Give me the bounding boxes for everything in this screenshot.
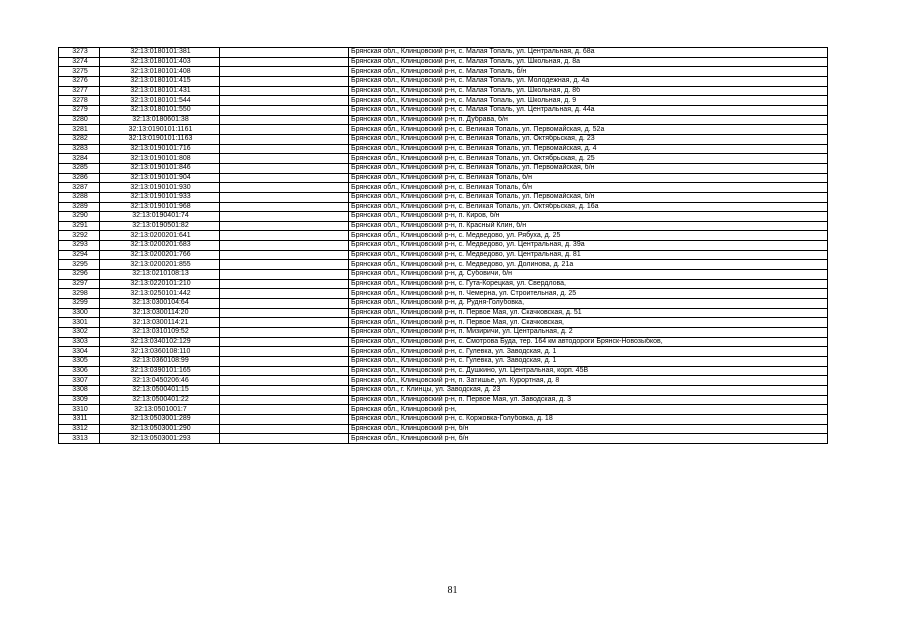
row-number-cell: 3278 (59, 96, 100, 106)
row-number-cell: 3285 (59, 163, 100, 173)
row-number-cell: 3284 (59, 154, 100, 164)
empty-cell (220, 337, 349, 347)
address-cell: Брянская обл., Клинцовский р-н, б/н (349, 424, 828, 434)
empty-cell (220, 395, 349, 405)
cadastral-number-cell: 32:13:0503001:293 (100, 434, 220, 444)
table-row (59, 366, 828, 376)
empty-cell (220, 86, 349, 96)
empty-cell (220, 318, 349, 328)
row-number-cell: 3293 (59, 241, 100, 251)
table-row (59, 385, 828, 395)
address-cell: Брянская обл., Клинцовский р-н, п. Дубрава, б/н (349, 115, 828, 125)
empty-cell (220, 163, 349, 173)
row-number-cell: 3299 (59, 299, 100, 309)
row-number-cell: 3312 (59, 424, 100, 434)
table-row (59, 144, 828, 154)
table-row (59, 96, 828, 106)
empty-cell (220, 125, 349, 135)
cadastral-number-cell: 32:13:0220101:210 (100, 279, 220, 289)
empty-cell (220, 260, 349, 270)
empty-cell (220, 347, 349, 357)
address-cell: Брянская обл., Клинцовский р-н, с. Великая Топаль, ул. Первомайская, д. 4 (349, 144, 828, 154)
address-cell: Брянская обл., Клинцовский р-н, с. Медведово, ул. Рябуха, д. 25 (349, 231, 828, 241)
address-cell: Брянская обл., Клинцовский р-н, с. Малая Топаль, ул. Молодежная, д. 4а (349, 76, 828, 86)
address-cell: Брянская обл., Клинцовский р-н, с. Смотрова Буда, тер. 164 км автодороги Брянск-Новозыбков, (349, 337, 828, 347)
address-cell: Брянская обл., Клинцовский р-н, с. Великая Топаль, ул. Первомайская, д. 52а (349, 125, 828, 135)
table-row (59, 328, 828, 338)
table-row (59, 76, 828, 86)
row-number-cell: 3288 (59, 192, 100, 202)
empty-cell (220, 144, 349, 154)
cadastral-number-cell: 32:13:0501001:7 (100, 405, 220, 415)
empty-cell (220, 385, 349, 395)
address-cell: Брянская обл., г. Клинцы, ул. Заводская, д. 23 (349, 385, 828, 395)
cadastral-number-cell: 32:13:0200201:641 (100, 231, 220, 241)
address-cell: Брянская обл., Клинцовский р-н, б/н (349, 434, 828, 444)
row-number-cell: 3277 (59, 86, 100, 96)
empty-cell (220, 279, 349, 289)
row-number-cell: 3305 (59, 357, 100, 367)
empty-cell (220, 424, 349, 434)
empty-cell (220, 202, 349, 212)
row-number-cell: 3283 (59, 144, 100, 154)
row-number-cell: 3276 (59, 76, 100, 86)
row-number-cell: 3287 (59, 183, 100, 193)
cadastral-number-cell: 32:13:0190101:930 (100, 183, 220, 193)
address-cell: Брянская обл., Клинцовский р-н, с. Малая Топаль, б/н (349, 67, 828, 77)
page-number: 81 (447, 585, 458, 596)
cadastral-number-cell: 32:13:0190101:1161 (100, 125, 220, 135)
cadastral-number-cell: 32:13:0200201:766 (100, 250, 220, 260)
empty-cell (220, 299, 349, 309)
cadastral-number-cell: 32:13:0200201:855 (100, 260, 220, 270)
table-row (59, 357, 828, 367)
row-number-cell: 3273 (59, 48, 100, 58)
cadastral-number-cell: 32:13:0180101:408 (100, 67, 220, 77)
table-row (59, 192, 828, 202)
address-cell: Брянская обл., Клинцовский р-н, с. Великая Топаль, ул. Первомайская, б/н (349, 163, 828, 173)
table-row (59, 125, 828, 135)
table-row (59, 414, 828, 424)
row-number-cell: 3286 (59, 173, 100, 183)
table-row (59, 434, 828, 444)
table-row (59, 376, 828, 386)
row-number-cell: 3280 (59, 115, 100, 125)
table-row (59, 67, 828, 77)
row-number-cell: 3281 (59, 125, 100, 135)
cadastral-number-cell: 32:13:0190101:933 (100, 192, 220, 202)
cadastral-number-cell: 32:13:0500401:22 (100, 395, 220, 405)
cadastral-number-cell: 32:13:0190401:74 (100, 212, 220, 222)
empty-cell (220, 76, 349, 86)
address-cell: Брянская обл., Клинцовский р-н, с. Малая Топаль, ул. Школьная, д. 8а (349, 57, 828, 67)
table-row (59, 57, 828, 67)
cadastral-number-cell: 32:13:0190101:808 (100, 154, 220, 164)
empty-cell (220, 366, 349, 376)
address-cell: Брянская обл., Клинцовский р-н, с. Гулевка, ул. Заводская, д. 1 (349, 357, 828, 367)
row-number-cell: 3301 (59, 318, 100, 328)
table-row (59, 405, 828, 415)
table-row (59, 279, 828, 289)
empty-cell (220, 57, 349, 67)
address-cell: Брянская обл., Клинцовский р-н, с. Великая Топаль, ул. Октябрьская, д. 23 (349, 134, 828, 144)
address-cell: Брянская обл., Клинцовский р-н, с. Великая Топаль, б/н (349, 173, 828, 183)
row-number-cell: 3294 (59, 250, 100, 260)
table-row (59, 105, 828, 115)
cadastral-number-cell: 32:13:0360108:99 (100, 357, 220, 367)
address-cell: Брянская обл., Клинцовский р-н, д. Субовичи, б/н (349, 270, 828, 280)
cadastral-number-cell: 32:13:0300114:20 (100, 308, 220, 318)
address-cell: Брянская обл., Клинцовский р-н, с. Малая Топаль, ул. Центральная, д. 44а (349, 105, 828, 115)
address-cell: Брянская обл., Клинцовский р-н, д. Рудня-Голубовка, (349, 299, 828, 309)
empty-cell (220, 289, 349, 299)
empty-cell (220, 357, 349, 367)
empty-cell (220, 231, 349, 241)
empty-cell (220, 134, 349, 144)
empty-cell (220, 105, 349, 115)
empty-cell (220, 376, 349, 386)
table-row (59, 231, 828, 241)
table-row (59, 424, 828, 434)
table-row (59, 163, 828, 173)
table-row (59, 250, 828, 260)
row-number-cell: 3292 (59, 231, 100, 241)
table-row (59, 183, 828, 193)
empty-cell (220, 212, 349, 222)
row-number-cell: 3302 (59, 328, 100, 338)
row-number-cell: 3306 (59, 366, 100, 376)
address-cell: Брянская обл., Клинцовский р-н, (349, 405, 828, 415)
table-row (59, 270, 828, 280)
address-cell: Брянская обл., Клинцовский р-н, п. Первое Мая, ул. Заводская, д. 3 (349, 395, 828, 405)
address-cell: Брянская обл., Клинцовский р-н, с. Душкино, ул. Центральная, корп. 45В (349, 366, 828, 376)
row-number-cell: 3303 (59, 337, 100, 347)
table-row (59, 347, 828, 357)
empty-cell (220, 115, 349, 125)
row-number-cell: 3291 (59, 221, 100, 231)
table-row (59, 48, 828, 58)
empty-cell (220, 96, 349, 106)
row-number-cell: 3295 (59, 260, 100, 270)
table-row (59, 318, 828, 328)
empty-cell (220, 434, 349, 444)
cadastral-number-cell: 32:13:0500401:15 (100, 385, 220, 395)
cadastral-number-cell: 32:13:0190501:82 (100, 221, 220, 231)
empty-cell (220, 328, 349, 338)
table-row (59, 241, 828, 251)
address-cell: Брянская обл., Клинцовский р-н, с. Великая Топаль, ул. Октябрьская, д. 25 (349, 154, 828, 164)
cadastral-number-cell: 32:13:0190101:1163 (100, 134, 220, 144)
row-number-cell: 3310 (59, 405, 100, 415)
empty-cell (220, 308, 349, 318)
table-row (59, 134, 828, 144)
registry-table-body (59, 48, 828, 444)
table-row (59, 395, 828, 405)
row-number-cell: 3279 (59, 105, 100, 115)
address-cell: Брянская обл., Клинцовский р-н, с. Медведово, ул. Центральная, д. 39а (349, 241, 828, 251)
table-row (59, 308, 828, 318)
empty-cell (220, 241, 349, 251)
cadastral-number-cell: 32:13:0180101:431 (100, 86, 220, 96)
row-number-cell: 3313 (59, 434, 100, 444)
address-cell: Брянская обл., Клинцовский р-н, п. Затишье, ул. Курортная, д. 8 (349, 376, 828, 386)
cadastral-number-cell: 32:13:0310109:52 (100, 328, 220, 338)
address-cell: Брянская обл., Клинцовский р-н, с. Малая Топаль, ул. Школьная, д. 8б (349, 86, 828, 96)
table-row (59, 202, 828, 212)
cadastral-number-cell: 32:13:0503001:289 (100, 414, 220, 424)
table-row (59, 173, 828, 183)
table-row (59, 337, 828, 347)
row-number-cell: 3274 (59, 57, 100, 67)
cadastral-number-cell: 32:13:0300114:21 (100, 318, 220, 328)
cadastral-number-cell: 32:13:0450206:46 (100, 376, 220, 386)
empty-cell (220, 405, 349, 415)
address-cell: Брянская обл., Клинцовский р-н, с. Медведово, ул. Центральная, д. 81 (349, 250, 828, 260)
cadastral-number-cell: 32:13:0360108:110 (100, 347, 220, 357)
address-cell: Брянская обл., Клинцовский р-н, с. Гулевка, ул. Заводская, д. 1 (349, 347, 828, 357)
cadastral-number-cell: 32:13:0180101:381 (100, 48, 220, 58)
empty-cell (220, 154, 349, 164)
row-number-cell: 3309 (59, 395, 100, 405)
cadastral-number-cell: 32:13:0180101:415 (100, 76, 220, 86)
cadastral-number-cell: 32:13:0190101:846 (100, 163, 220, 173)
row-number-cell: 3275 (59, 67, 100, 77)
cadastral-number-cell: 32:13:0200201:683 (100, 241, 220, 251)
cadastral-number-cell: 32:13:0503001:290 (100, 424, 220, 434)
address-cell: Брянская обл., Клинцовский р-н, с. Великая Топаль, ул. Октябрьская, д. 16а (349, 202, 828, 212)
table-row (59, 221, 828, 231)
table-row (59, 86, 828, 96)
empty-cell (220, 250, 349, 260)
row-number-cell: 3296 (59, 270, 100, 280)
cadastral-number-cell: 32:13:0250101:442 (100, 289, 220, 299)
cadastral-number-cell: 32:13:0180101:403 (100, 57, 220, 67)
empty-cell (220, 183, 349, 193)
table-row (59, 154, 828, 164)
address-cell: Брянская обл., Клинцовский р-н, п. Чемерна, ул. Строительная, д. 25 (349, 289, 828, 299)
cadastral-number-cell: 32:13:0190101:904 (100, 173, 220, 183)
empty-cell (220, 270, 349, 280)
empty-cell (220, 173, 349, 183)
row-number-cell: 3311 (59, 414, 100, 424)
address-cell: Брянская обл., Клинцовский р-н, с. Малая Топаль, ул. Школьная, д. 9 (349, 96, 828, 106)
empty-cell (220, 414, 349, 424)
row-number-cell: 3297 (59, 279, 100, 289)
row-number-cell: 3307 (59, 376, 100, 386)
cadastral-number-cell: 32:13:0340102:129 (100, 337, 220, 347)
address-cell: Брянская обл., Клинцовский р-н, с. Малая Топаль, ул. Центральная, д. 68а (349, 48, 828, 58)
address-cell: Брянская обл., Клинцовский р-н, п. Первое Мая, ул. Скачковская, (349, 318, 828, 328)
cadastral-number-cell: 32:13:0210108:13 (100, 270, 220, 280)
address-cell: Брянская обл., Клинцовский р-н, с. Великая Топаль, ул. Первомайская, б/н (349, 192, 828, 202)
row-number-cell: 3300 (59, 308, 100, 318)
address-cell: Брянская обл., Клинцовский р-н, п. Мизиричи, ул. Центральная, д. 2 (349, 328, 828, 338)
cadastral-number-cell: 32:13:0390101:165 (100, 366, 220, 376)
table-row (59, 212, 828, 222)
row-number-cell: 3304 (59, 347, 100, 357)
row-number-cell: 3289 (59, 202, 100, 212)
address-cell: Брянская обл., Клинцовский р-н, п. Киров, б/н (349, 212, 828, 222)
cadastral-number-cell: 32:13:0190101:968 (100, 202, 220, 212)
table-row (59, 289, 828, 299)
cadastral-number-cell: 32:13:0300104:64 (100, 299, 220, 309)
table-row (59, 260, 828, 270)
table-row (59, 299, 828, 309)
cadastral-number-cell: 32:13:0190101:716 (100, 144, 220, 154)
row-number-cell: 3308 (59, 385, 100, 395)
empty-cell (220, 221, 349, 231)
address-cell: Брянская обл., Клинцовский р-н, с. Медведово, ул. Долинова, д. 21а (349, 260, 828, 270)
row-number-cell: 3282 (59, 134, 100, 144)
cadastral-number-cell: 32:13:0180101:544 (100, 96, 220, 106)
registry-table (58, 47, 828, 444)
table-row (59, 115, 828, 125)
address-cell: Брянская обл., Клинцовский р-н, с. Великая Топаль, б/н (349, 183, 828, 193)
address-cell: Брянская обл., Клинцовский р-н, с. Коржовка-Голубовка, д. 18 (349, 414, 828, 424)
empty-cell (220, 48, 349, 58)
cadastral-number-cell: 32:13:0180601:38 (100, 115, 220, 125)
empty-cell (220, 67, 349, 77)
cadastral-number-cell: 32:13:0180101:550 (100, 105, 220, 115)
address-cell: Брянская обл., Клинцовский р-н, п. Красный Клин, б/н (349, 221, 828, 231)
address-cell: Брянская обл., Клинцовский р-н, п. Первое Мая, ул. Скачковская, д. 51 (349, 308, 828, 318)
row-number-cell: 3290 (59, 212, 100, 222)
row-number-cell: 3298 (59, 289, 100, 299)
empty-cell (220, 192, 349, 202)
address-cell: Брянская обл., Клинцовский р-н, с. Гута-Корецкая, ул. Свердлова, (349, 279, 828, 289)
